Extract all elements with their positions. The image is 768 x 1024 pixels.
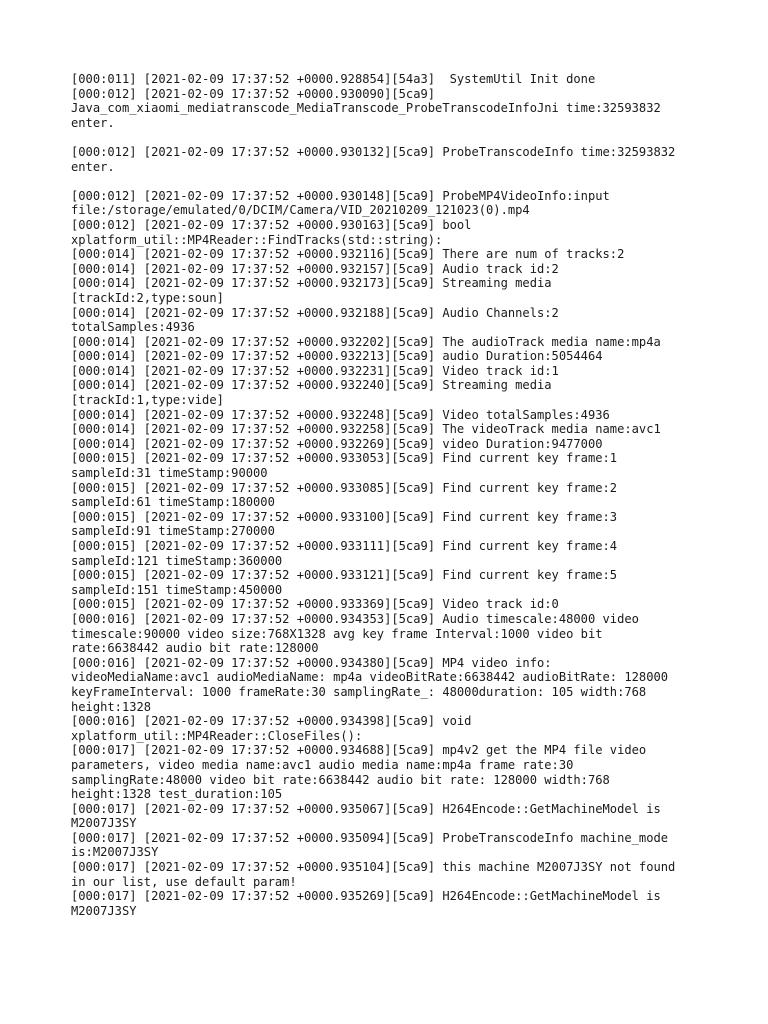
log-line: [000:011] [2021-02-09 17:37:52 +0000.928854][54a3] SystemUtil Init done <box>71 72 596 86</box>
log-line: [000:012] [2021-02-09 17:37:52 +0000.930090][5ca9] <box>71 86 436 101</box>
log-line: [trackId:2,type:soun] <box>71 290 224 305</box>
log-line: videoMediaName:avc1 audioMediaName: mp4a videoBitRate:6638442 audioBitRate: 128000 <box>71 670 669 685</box>
log-line: [000:014] [2021-02-09 17:37:52 +0000.932269][5ca9] video Duration:9477000 <box>71 436 603 451</box>
log-line: totalSamples:4936 <box>71 320 195 335</box>
log-line: [000:015] [2021-02-09 17:37:52 +0000.933100][5ca9] Find current key frame:3 <box>71 509 618 524</box>
log-line: sampleId:151 timeStamp:450000 <box>71 582 283 597</box>
log-line: parameters, video media name:avc1 audio media name:mp4a frame rate:30 <box>71 757 574 772</box>
log-line: [000:016] [2021-02-09 17:37:52 +0000.934380][5ca9] MP4 video info: <box>71 655 552 670</box>
log-line: enter. <box>71 115 115 130</box>
log-line: [000:014] [2021-02-09 17:37:52 +0000.932116][5ca9] There are num of tracks:2 <box>71 247 625 262</box>
log-line: [000:012] [2021-02-09 17:37:52 +0000.930148][5ca9] ProbeMP4VideoInfo:input <box>71 188 610 203</box>
log-line: [000:016] [2021-02-09 17:37:52 +0000.934398][5ca9] void <box>71 714 472 729</box>
log-line: [000:014] [2021-02-09 17:37:52 +0000.932231][5ca9] Video track id:1 <box>71 363 559 378</box>
log-line: [000:017] [2021-02-09 17:37:52 +0000.934688][5ca9] mp4v2 get the MP4 file video <box>71 743 647 758</box>
log-line: [000:014] [2021-02-09 17:37:52 +0000.932248][5ca9] Video totalSamples:4936 <box>71 407 610 422</box>
log-line: rate:6638442 audio bit rate:128000 <box>71 641 319 656</box>
log-line: [000:015] [2021-02-09 17:37:52 +0000.933053][5ca9] Find current key frame:1 <box>71 451 618 466</box>
log-line: [000:016] [2021-02-09 17:37:52 +0000.934353][5ca9] Audio timescale:48000 video <box>71 611 639 626</box>
log-line: enter. <box>71 159 115 174</box>
log-line: [000:017] [2021-02-09 17:37:52 +0000.935067][5ca9] H264Encode::GetMachineModel is <box>71 801 661 816</box>
log-blank-line <box>71 130 711 145</box>
log-line: keyFrameInterval: 1000 frameRate:30 samplingRate_: 48000duration: 105 width:768 <box>71 684 647 699</box>
log-line: in our list, use default param! <box>71 874 297 889</box>
log-line: is:M2007J3SY <box>71 845 159 860</box>
log-line: [000:014] [2021-02-09 17:37:52 +0000.932258][5ca9] The videoTrack media name:avc1 <box>71 422 661 437</box>
log-line: [000:014] [2021-02-09 17:37:52 +0000.932173][5ca9] Streaming media <box>71 276 552 291</box>
log-blank-line <box>71 174 711 189</box>
log-line: [trackId:1,type:vide] <box>71 393 224 408</box>
log-line: [000:015] [2021-02-09 17:37:52 +0000.933121][5ca9] Find current key frame:5 <box>71 568 618 583</box>
log-line: M2007J3SY <box>71 816 137 831</box>
log-line: Java_com_xiaomi_mediatranscode_MediaTranscode_ProbeTranscodeInfoJni time:32593832 <box>71 101 661 116</box>
log-line: M2007J3SY <box>71 903 137 918</box>
log-line: [000:014] [2021-02-09 17:37:52 +0000.932202][5ca9] The audioTrack media name:mp4a <box>71 334 661 349</box>
log-text-block <box>71 72 711 918</box>
log-line: [000:014] [2021-02-09 17:37:52 +0000.932240][5ca9] Streaming media <box>71 378 552 393</box>
log-line: [000:012] [2021-02-09 17:37:52 +0000.930163][5ca9] bool <box>71 217 472 232</box>
log-line: sampleId:91 timeStamp:270000 <box>71 524 275 539</box>
log-line: [000:015] [2021-02-09 17:37:52 +0000.933369][5ca9] Video track id:0 <box>71 597 559 612</box>
log-line: [000:017] [2021-02-09 17:37:52 +0000.935094][5ca9] ProbeTranscodeInfo machine_mode <box>71 830 669 845</box>
log-line: height:1328 test_duration:105 <box>71 787 283 802</box>
log-line: xplatform_util::MP4Reader::FindTracks(std::string): <box>71 232 443 247</box>
log-line: timescale:90000 video size:768X1328 avg key frame Interval:1000 video bit <box>71 626 603 641</box>
log-line: height:1328 <box>71 699 152 714</box>
log-line: [000:017] [2021-02-09 17:37:52 +0000.935269][5ca9] H264Encode::GetMachineModel is <box>71 889 661 904</box>
log-line: sampleId:31 timeStamp:90000 <box>71 466 268 481</box>
log-line: [000:014] [2021-02-09 17:37:52 +0000.932188][5ca9] Audio Channels:2 <box>71 305 559 320</box>
log-line: [000:015] [2021-02-09 17:37:52 +0000.933111][5ca9] Find current key frame:4 <box>71 539 618 553</box>
log-line: [000:017] [2021-02-09 17:37:52 +0000.935104][5ca9] this machine M2007J3SY not found <box>71 860 676 875</box>
log-line: [000:014] [2021-02-09 17:37:52 +0000.932157][5ca9] Audio track id:2 <box>71 261 559 276</box>
log-line: [000:015] [2021-02-09 17:37:52 +0000.933085][5ca9] Find current key frame:2 <box>71 480 618 495</box>
log-line: file:/storage/emulated/0/DCIM/Camera/VID_20210209_121023(0).mp4 <box>71 203 530 218</box>
log-line: sampleId:61 timeStamp:180000 <box>71 495 275 510</box>
log-line: [000:014] [2021-02-09 17:37:52 +0000.932213][5ca9] audio Duration:5054464 <box>71 349 603 364</box>
log-line: samplingRate:48000 video bit rate:6638442 audio bit rate: 128000 width:768 <box>71 772 610 787</box>
log-line: [000:012] [2021-02-09 17:37:52 +0000.930132][5ca9] ProbeTranscodeInfo time:32593832 <box>71 144 676 159</box>
log-line: xplatform_util::MP4Reader::CloseFiles(): <box>71 728 363 743</box>
log-line: sampleId:121 timeStamp:360000 <box>71 553 283 568</box>
